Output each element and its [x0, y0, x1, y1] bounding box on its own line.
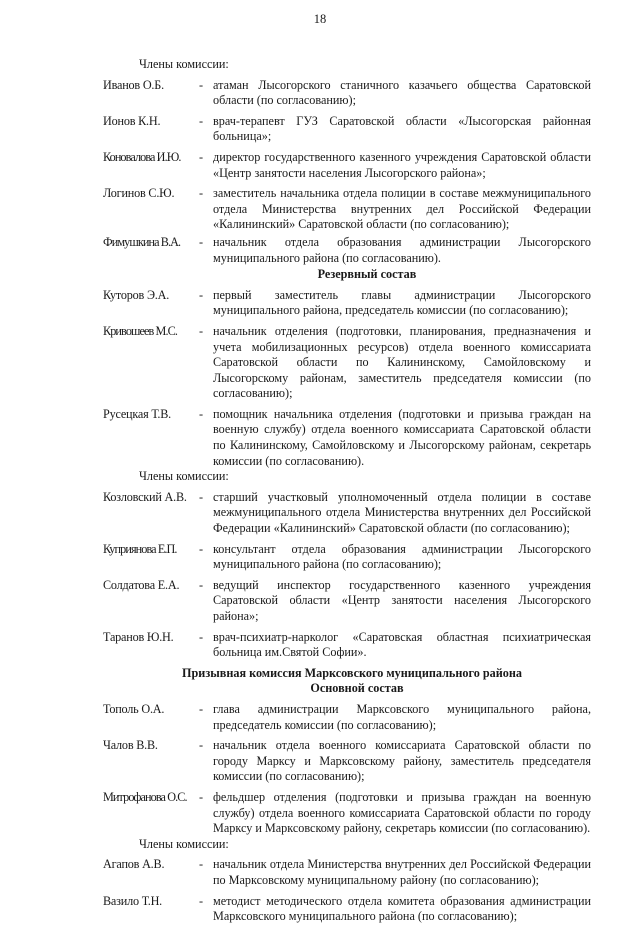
- member-entry: [103, 790, 591, 837]
- member-entry: [103, 578, 591, 625]
- dash-separator: -: [199, 113, 204, 128]
- dash-separator: -: [199, 234, 204, 249]
- member-entry: [103, 114, 591, 145]
- member-entry: [103, 630, 591, 661]
- document-body: [103, 57, 591, 925]
- member-description: старший участковый уполномоченный отдела полиции в составе межмуниципального отдела Министерства внутренних дел Российской Федерации «Калининский» Саратовской области (по согласованию);: [213, 489, 591, 536]
- member-description: начальник отдела образования администрации Лысогорского муниципального района (по согласованию).: [213, 234, 591, 265]
- member-name: Чалов В.В.: [103, 738, 158, 753]
- member-description: глава администрации Марксовского муниципального района, председатель комиссии (по согласованию);: [213, 701, 591, 732]
- member-name: Куторов Э.А.: [103, 287, 170, 302]
- member-entry: [103, 288, 591, 319]
- member-entry: [103, 894, 591, 925]
- member-name: Митрофанова О.С.: [103, 789, 187, 804]
- member-entry: [103, 235, 591, 266]
- member-entry: [103, 702, 591, 733]
- dash-separator: -: [199, 857, 204, 872]
- dash-separator: -: [199, 577, 204, 592]
- members-subheading: Члены комиссии:: [139, 836, 229, 851]
- member-entry: [103, 150, 591, 181]
- dash-separator: -: [199, 149, 204, 164]
- dash-separator: -: [199, 541, 204, 556]
- member-description: методист методического отдела комитета образования администрации Марксовского муниципального района (по согласованию);: [213, 893, 591, 924]
- member-description: помощник начальника отделения (подготовки и призыва граждан на военную службу) отдела военного комиссариата Саратовской области по Калининскому, Самойловскому и Лысогорскому районам, секретарь комиссии (по согласованию).: [213, 406, 591, 468]
- member-entry: [103, 857, 591, 888]
- member-entry: [103, 324, 591, 402]
- member-description: консультант отдела образования администрации Лысогорского муниципального района (по согласованию);: [213, 541, 591, 572]
- member-description: директор государственного казенного учреждения Саратовской области «Центр занятости населения Лысогорского района»;: [213, 149, 591, 180]
- member-entry: [103, 542, 591, 573]
- member-description: первый заместитель главы администрации Лысогорского муниципального района, председатель комиссии (по согласованию);: [213, 287, 591, 318]
- member-name: Кривошеев М.С.: [103, 323, 177, 338]
- dash-separator: -: [199, 489, 204, 504]
- dash-separator: -: [199, 893, 204, 908]
- member-name: Тополь О.А.: [103, 701, 165, 716]
- member-name: Таранов Ю.Н.: [103, 629, 174, 644]
- dash-separator: -: [199, 287, 204, 302]
- member-name: Вазило Т.Н.: [103, 893, 163, 908]
- member-description: атаман Лысогорского станичного казачьего общества Саратовской области (по согласованию);: [213, 77, 591, 108]
- member-entry: [103, 407, 591, 469]
- member-name: Агапов А.В.: [103, 857, 165, 872]
- dash-separator: -: [199, 629, 204, 644]
- member-name: Ионов К.Н.: [103, 113, 161, 128]
- member-description: врач-терапевт ГУЗ Саратовской области «Лысогорская районная больница»;: [213, 113, 591, 144]
- member-name: Солдатова Е.А.: [103, 577, 180, 592]
- member-name: Иванов О.Б.: [103, 77, 164, 92]
- member-entry: [103, 186, 591, 233]
- member-description: начальник отдела военного комиссариата Саратовской области по городу Марксу и Марксовскому району, заместитель председателя комиссии (по согласованию);: [213, 738, 591, 784]
- dash-separator: -: [199, 701, 204, 716]
- member-description: фельдшер отделения (подготовки и призыва граждан на военную службу) отдела военного комиссариата Саратовской области по городу Марксу и Марксовскому району, секретарь комиссии (по согласованию).: [213, 789, 591, 836]
- member-description: ведущий инспектор государственного казенного учреждения Саратовской области «Центр занятости населения Лысогорского района»;: [213, 577, 591, 623]
- section-heading: Резервный состав: [317, 267, 417, 282]
- members-subheading: Члены комиссии:: [139, 57, 229, 71]
- member-name: Куприянова Е.П.: [103, 541, 177, 556]
- member-name: Коновалова И.Ю.: [103, 149, 181, 164]
- dash-separator: -: [199, 789, 204, 804]
- page-number: 18: [313, 12, 327, 26]
- dash-separator: -: [199, 186, 204, 201]
- dash-separator: -: [199, 323, 204, 338]
- member-entry: [103, 490, 591, 537]
- members-subheading: Члены комиссии:: [139, 469, 229, 484]
- member-description: заместитель начальника отдела полиции в составе межмуниципального отдела Министерства внутренних дел Российской Федерации «Калининский» Саратовской области (по согласованию);: [213, 186, 591, 232]
- member-description: начальник отдела Министерства внутренних дел Российской Федерации по Марксовскому муниципальному району (по согласованию);: [213, 857, 591, 887]
- dash-separator: -: [199, 77, 204, 92]
- member-description: врач-психиатр-нарколог «Саратовская областная психиатрическая больница им.Святой Софии».: [213, 629, 591, 660]
- member-description: начальник отделения (подготовки, планирования, предназначения и учета мобилизационных ресурсов) отдела военного комиссариата Саратовской области по Калининскому, Самойловскому и Лысогорскому районам, заместитель председателя комиссии (по согласованию);: [213, 323, 591, 401]
- member-name: Логинов С.Ю.: [103, 186, 175, 201]
- member-entry: [103, 78, 591, 109]
- member-name: Русецкая Т.В.: [103, 406, 172, 421]
- dash-separator: -: [199, 406, 204, 421]
- member-name: Козловский А.В.: [103, 489, 187, 504]
- dash-separator: -: [199, 738, 204, 753]
- section-heading: Основной состав: [310, 681, 404, 696]
- commission-title: Призывная комиссия Марксовского муниципального района: [182, 665, 522, 680]
- member-entry: [103, 738, 591, 785]
- member-name: Фимушкина В.А.: [103, 234, 181, 249]
